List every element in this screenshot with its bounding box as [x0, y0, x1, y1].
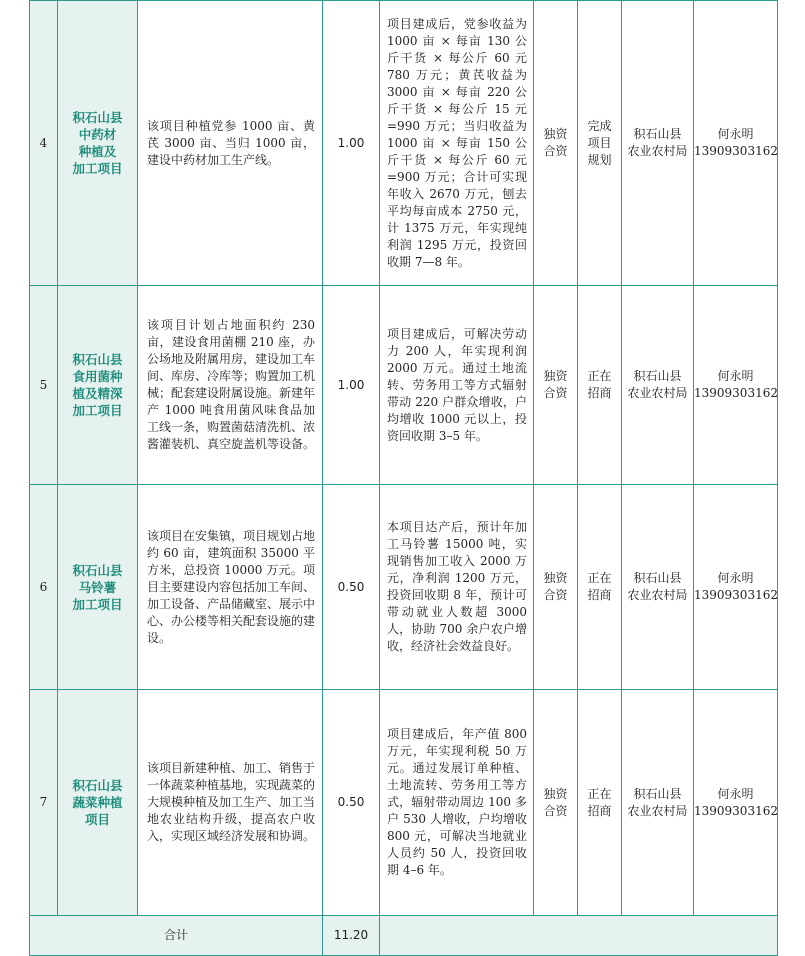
project-benefit: 项目建成后，党参收益为 1000 亩 × 每亩 130 公斤干货 × 每公斤 60 元 780 万元；黄芪收益为 3000 亩 × 每亩 220 公斤干货 × 每公斤 15 元 =990 万元；当归收益为 1000 亩 × 每亩 150 公斤干货 × 每公斤 60 元 =900 万元；合计可实现年收入 2670 万元，刨去平均每亩成本 2750 元，计 1375 万元，年实现纯利润 1295 万元，投资回收期 7—8 年。	[380, 1, 534, 286]
project-status: 正在 招商	[578, 286, 622, 485]
cooperation-mode: 独资 合资	[534, 690, 578, 916]
responsible-department: 积石山县 农业农村局	[622, 485, 694, 690]
cooperation-mode: 独资 合资	[534, 1, 578, 286]
total-empty-cell	[380, 916, 778, 956]
investment-amount: 0.50	[323, 690, 380, 916]
row-number: 7	[30, 690, 58, 916]
project-status: 正在 招商	[578, 485, 622, 690]
row-number: 5	[30, 286, 58, 485]
project-content: 该项目新建种植、加工、销售于一体蔬菜种植基地，实现蔬菜的大规模种植及加工生产、加工当地农业结构升级，提高农户收入，实现区域经济发展和协调。	[138, 690, 323, 916]
project-content: 该项目在安集镇，项目规划占地约 60 亩，建筑面积 35000 平方米，总投资 10000 万元。项目主要建设内容包括加工车间、加工设备、产品储藏室、展示中心、办公楼等相关配套设施的建设。	[138, 485, 323, 690]
project-status: 完成 项目 规划	[578, 1, 622, 286]
project-table	[29, 0, 778, 956]
investment-amount: 1.00	[323, 1, 380, 286]
contact-info: 何永明 13909303162	[694, 690, 778, 916]
cooperation-mode: 独资 合资	[534, 485, 578, 690]
investment-amount: 0.50	[323, 485, 380, 690]
contact-info: 何永明 13909303162	[694, 1, 778, 286]
project-name: 积石山县 蔬菜种植 项目	[58, 690, 138, 916]
cooperation-mode: 独资 合资	[534, 286, 578, 485]
project-content: 该项目计划占地面积约 230 亩，建设食用菌棚 210 座，办公场地及附属用房，建设加工车间、库房、冷库等；购置加工机械；配套建设附属设施。新建年产 1000 吨食用菌风味食品加工线一条，购置菌菇清洗机、浓酱灌装机、真空旋盖机等设备。	[138, 286, 323, 485]
row-number: 6	[30, 485, 58, 690]
table-row	[30, 485, 778, 690]
responsible-department: 积石山县 农业农村局	[622, 1, 694, 286]
project-name: 积石山县 中药材 种植及 加工项目	[58, 1, 138, 286]
project-content: 该项目种植党参 1000 亩、黄芪 3000 亩、当归 1000 亩，建设中药材加工生产线。	[138, 1, 323, 286]
row-number: 4	[30, 1, 58, 286]
table-row	[30, 1, 778, 286]
investment-amount: 1.00	[323, 286, 380, 485]
total-row	[30, 916, 778, 956]
project-benefit: 项目建成后，可解决劳动力 200 人，年实现利润 2000 万元。通过土地流转、劳务用工等方式辐射带动 220 户群众增收，户均增收 1000 元以上，投资回收期 3–5 年。	[380, 286, 534, 485]
responsible-department: 积石山县 农业农村局	[622, 690, 694, 916]
project-name: 积石山县 马铃薯 加工项目	[58, 485, 138, 690]
total-label: 合计	[30, 916, 323, 956]
responsible-department: 积石山县 农业农村局	[622, 286, 694, 485]
project-name: 积石山县 食用菌种 植及精深 加工项目	[58, 286, 138, 485]
project-benefit: 本项目达产后，预计年加工马铃薯 15000 吨，实现销售加工收入 2000 万元，净利润 1200 万元，投资回收期 8 年，预计可带动就业人数超 3000 人，协助 700 余户农户增收，经济社会效益良好。	[380, 485, 534, 690]
contact-info: 何永明 13909303162	[694, 485, 778, 690]
table-row	[30, 690, 778, 916]
contact-info: 何永明 13909303162	[694, 286, 778, 485]
project-benefit: 项目建成后，年产值 800 万元，年实现利税 50 万元。通过发展订单种植、土地流转、劳务用工等方式，辐射带动周边 100 多户 530 人增收，户均增收 800 元，可解决当地就业人员约 50 人，投资回收期 4–6 年。	[380, 690, 534, 916]
table-row	[30, 286, 778, 485]
total-amount: 11.20	[323, 916, 380, 956]
project-status: 正在 招商	[578, 690, 622, 916]
